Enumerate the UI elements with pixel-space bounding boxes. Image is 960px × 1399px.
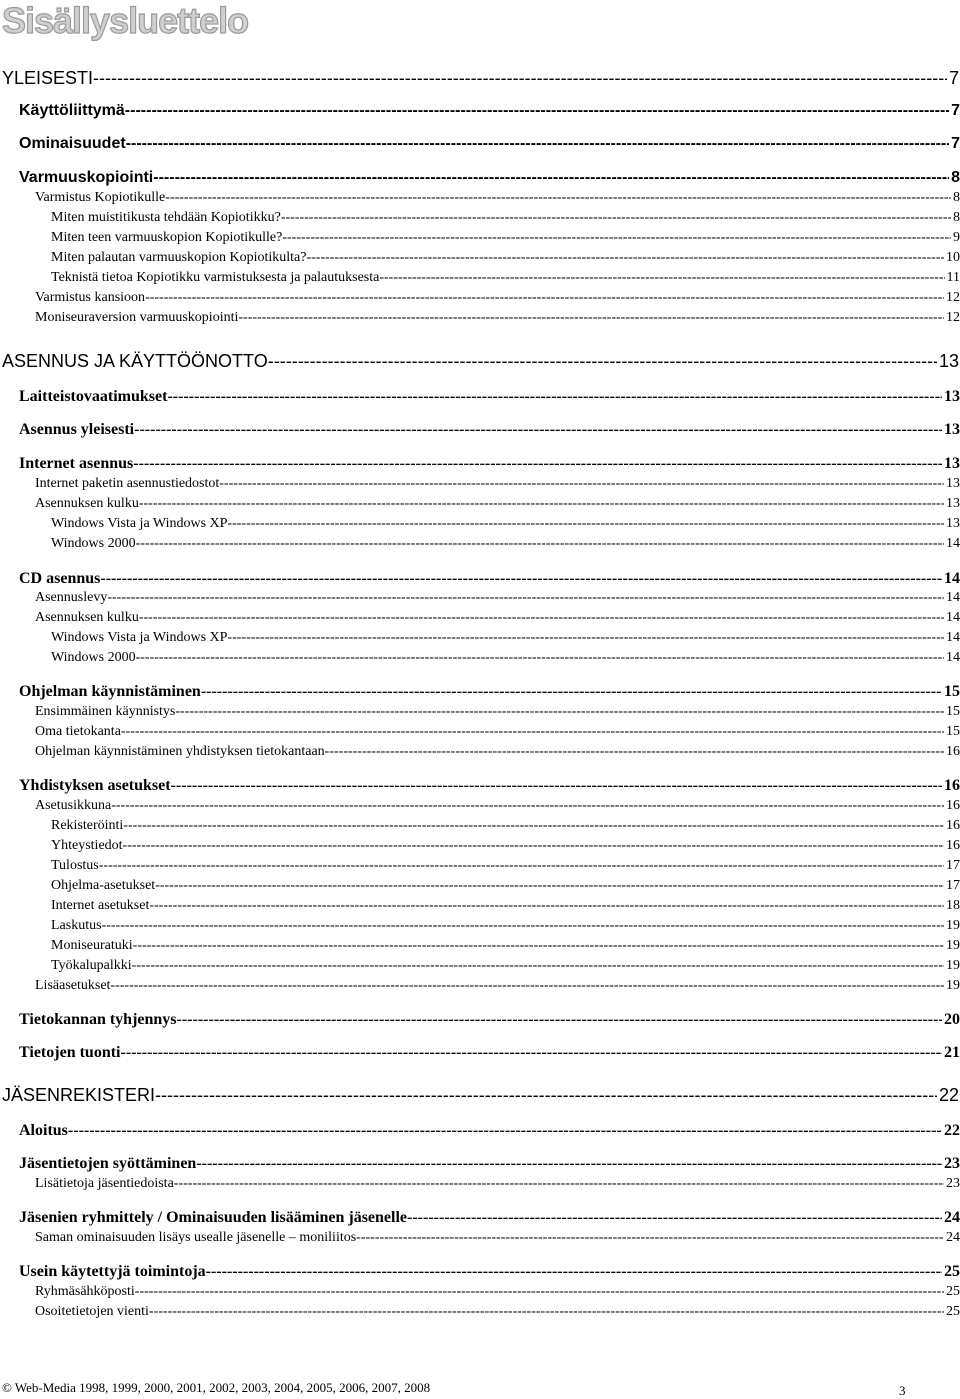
toc-entry[interactable] xyxy=(51,250,960,266)
toc-dot-leader xyxy=(99,858,944,874)
toc-dot-leader xyxy=(149,1304,944,1320)
toc-entry-page: 14 xyxy=(946,590,960,605)
toc-entry[interactable] xyxy=(19,570,960,588)
toc-dot-leader xyxy=(134,421,942,439)
toc-entry-page: 25 xyxy=(946,1304,960,1319)
toc-entry[interactable] xyxy=(51,938,960,954)
toc-dot-leader xyxy=(145,290,944,306)
toc-entry-page: 12 xyxy=(946,310,960,325)
toc-entry-label: Osoitetietojen vienti xyxy=(35,1304,149,1319)
toc-dot-leader xyxy=(139,496,944,512)
toc-entry-page: 15 xyxy=(946,704,960,719)
page-number: 3 xyxy=(899,1383,906,1398)
toc-entry-page: 7 xyxy=(951,102,960,119)
toc-entry[interactable] xyxy=(35,476,960,492)
toc-entry-page: 8 xyxy=(951,169,960,186)
toc-entry[interactable] xyxy=(51,918,960,934)
toc-dot-leader xyxy=(306,250,944,266)
toc-entry-label: Jäsentietojen syöttäminen xyxy=(19,1155,197,1172)
toc-entry-page: 13 xyxy=(946,476,960,491)
toc-dot-leader xyxy=(227,516,944,532)
toc-entry-page: 9 xyxy=(953,230,960,245)
toc-entry[interactable] xyxy=(51,818,960,834)
toc-entry[interactable] xyxy=(2,1085,960,1106)
toc-dot-leader xyxy=(175,704,944,720)
toc-dot-leader xyxy=(111,798,944,814)
toc-entry[interactable] xyxy=(51,270,960,286)
toc-entry-page: 16 xyxy=(946,798,960,813)
copyright-footer: © Web-Media 1998, 1999, 2000, 2001, 2002, 2003, 2004, 2005, 2006, 2007, 2008 xyxy=(2,1380,431,1395)
toc-entry-label: Oma tietokanta xyxy=(35,724,121,739)
toc-entry-page: 13 xyxy=(944,455,960,472)
toc-entry-label: Lisäasetukset xyxy=(35,978,111,993)
toc-entry-label: Teknistä tietoa Kopiotikku varmistuksesta ja palautuksesta xyxy=(51,270,380,285)
toc-entry-label: Asennuksen kulku xyxy=(35,496,139,511)
toc-dot-leader xyxy=(281,210,951,226)
toc-entry-label: Laitteistovaatimukset xyxy=(19,388,168,405)
toc-dot-leader xyxy=(171,777,942,795)
toc-entry-label: Ohjelma-asetukset xyxy=(51,878,156,893)
toc-entry-page: 23 xyxy=(946,1176,960,1191)
toc-entry[interactable] xyxy=(35,724,960,740)
toc-entry-label: Windows 2000 xyxy=(51,536,136,551)
toc-entry[interactable] xyxy=(35,704,960,720)
toc-dot-leader xyxy=(219,476,944,492)
toc-entry[interactable] xyxy=(35,310,960,326)
toc-entry[interactable] xyxy=(19,1011,960,1029)
toc-entry-page: 14 xyxy=(946,650,960,665)
toc-entry-label: Varmuuskopiointi xyxy=(19,169,154,186)
toc-dot-leader xyxy=(153,169,949,187)
toc-entry[interactable] xyxy=(35,1230,960,1246)
toc-dot-leader xyxy=(133,938,944,954)
toc-entry-page: 19 xyxy=(946,978,960,993)
toc-entry-label: Moniseuraversion varmuuskopiointi xyxy=(35,310,239,325)
toc-dot-leader xyxy=(68,1122,942,1140)
toc-dot-leader xyxy=(174,1176,944,1192)
toc-entry[interactable] xyxy=(19,1155,960,1173)
toc-dot-leader xyxy=(102,918,944,934)
toc-entry-page: 25 xyxy=(944,1263,960,1280)
toc-entry[interactable] xyxy=(51,516,960,532)
toc-entry-label: Tulostus xyxy=(51,858,99,873)
toc-dot-leader xyxy=(136,536,944,552)
toc-entry[interactable] xyxy=(51,878,960,894)
toc-entry[interactable] xyxy=(35,978,960,994)
toc-entry-label: Usein käytettyjä toimintoja xyxy=(19,1263,206,1280)
toc-entry[interactable] xyxy=(2,351,960,372)
toc-entry-page: 24 xyxy=(944,1209,960,1226)
toc-dot-leader xyxy=(149,898,944,914)
toc-dot-leader xyxy=(282,230,951,246)
toc-entry-label: Windows 2000 xyxy=(51,650,136,665)
toc-dot-leader xyxy=(136,650,944,666)
toc-entry-label: Jäsenien ryhmittely / Ominaisuuden lisääminen jäsenelle xyxy=(19,1209,408,1226)
toc-entry[interactable] xyxy=(51,230,960,246)
toc-entry-page: 22 xyxy=(938,1085,959,1105)
toc-dot-leader xyxy=(325,744,944,760)
toc-entry[interactable] xyxy=(35,798,960,814)
toc-entry-page: 8 xyxy=(953,190,960,205)
toc-entry-label: Ominaisuudet xyxy=(19,135,126,152)
toc-entry-page: 15 xyxy=(946,724,960,739)
toc-entry[interactable] xyxy=(51,630,960,646)
toc-dot-leader xyxy=(132,958,944,974)
toc-entry-page: 13 xyxy=(946,496,960,511)
toc-entry-label: Varmistus kansioon xyxy=(35,290,146,305)
toc-entry-page: 16 xyxy=(946,818,960,833)
toc-entry-page: 7 xyxy=(951,135,960,152)
toc-entry-page: 19 xyxy=(946,958,960,973)
toc-entry-label: Lisätietoja jäsentiedoista xyxy=(35,1176,174,1191)
toc-entry[interactable] xyxy=(51,958,960,974)
toc-entry-page: 14 xyxy=(946,536,960,551)
toc-entry-page: 14 xyxy=(944,570,960,587)
toc-entry[interactable] xyxy=(19,102,960,120)
toc-entry-label: Miten teen varmuuskopion Kopiotikulle? xyxy=(51,230,283,245)
toc-dot-leader xyxy=(133,455,942,473)
toc-entry[interactable] xyxy=(35,744,960,760)
toc-entry-page: 20 xyxy=(944,1011,960,1028)
toc-dot-leader xyxy=(125,102,949,120)
toc-dot-leader xyxy=(238,310,944,326)
toc-entry-label: Laskutus xyxy=(51,918,102,933)
toc-entry-page: 17 xyxy=(946,858,960,873)
toc-entry-page: 16 xyxy=(946,838,960,853)
toc-dot-leader xyxy=(407,1209,942,1227)
toc-entry-label: Internet asennus xyxy=(19,455,134,472)
toc-entry-label: Internet paketin asennustiedostot xyxy=(35,476,220,491)
toc-entry-page: 13 xyxy=(944,388,960,405)
toc-entry[interactable] xyxy=(19,1209,960,1227)
toc-entry-label: Asennuksen kulku xyxy=(35,610,139,625)
toc-entry-page: 21 xyxy=(944,1044,960,1061)
toc-dot-leader xyxy=(100,570,942,588)
toc-entry[interactable] xyxy=(35,1176,960,1192)
toc-entry-page: 19 xyxy=(946,938,960,953)
toc-dot-leader xyxy=(139,610,944,626)
toc-entry[interactable] xyxy=(19,135,960,153)
toc-entry[interactable] xyxy=(51,650,960,666)
toc-entry-page: 16 xyxy=(946,744,960,759)
page-title: Sisällysluettelo xyxy=(2,0,249,41)
toc-entry[interactable] xyxy=(35,1284,960,1300)
toc-dot-leader xyxy=(93,68,947,89)
toc-dot-leader xyxy=(165,190,951,206)
toc-entry-label: Miten palautan varmuuskopion Kopiotikulta? xyxy=(51,250,307,265)
toc-entry[interactable] xyxy=(19,1044,960,1062)
toc-entry-label: Tietojen tuonti xyxy=(19,1044,121,1061)
toc-entry-label: Ensimmäinen käynnistys xyxy=(35,704,176,719)
toc-entry[interactable] xyxy=(19,169,960,187)
toc-dot-leader xyxy=(135,1284,944,1300)
toc-entry-page: 19 xyxy=(946,918,960,933)
toc-entry-label: Varmistus Kopiotikulle xyxy=(35,190,166,205)
toc-entry[interactable] xyxy=(51,536,960,552)
toc-entry-label: Saman ominaisuuden lisäys usealle jäsenelle – moniliitos xyxy=(35,1230,357,1245)
toc-entry[interactable] xyxy=(2,68,960,89)
toc-entry-label: YLEISESTI xyxy=(2,68,94,88)
toc-dot-leader xyxy=(110,978,944,994)
toc-entry-label: Tietokannan tyhjennys xyxy=(19,1011,177,1028)
toc-entry-label: Moniseuratuki xyxy=(51,938,133,953)
toc-entry[interactable] xyxy=(51,858,960,874)
toc-entry[interactable] xyxy=(51,210,960,226)
toc-entry[interactable] xyxy=(51,838,960,854)
toc-dot-leader xyxy=(206,1263,942,1281)
toc-entry-label: JÄSENREKISTERI xyxy=(2,1085,156,1105)
toc-dot-leader xyxy=(268,351,937,372)
toc-entry-label: Käyttöliittymä xyxy=(19,102,125,119)
toc-entry-page: 22 xyxy=(944,1122,960,1139)
toc-dot-leader xyxy=(201,683,942,701)
toc-dot-leader xyxy=(155,1085,937,1106)
toc-entry[interactable] xyxy=(35,1304,960,1320)
toc-entry-label: ASENNUS JA KÄYTTÖÖNOTTO xyxy=(2,351,268,371)
toc-entry-page: 14 xyxy=(946,630,960,645)
toc-entry[interactable] xyxy=(35,590,960,606)
toc-dot-leader xyxy=(379,270,944,286)
toc-entry[interactable] xyxy=(35,290,960,306)
toc-entry-label: Asennuslevy xyxy=(35,590,108,605)
toc-entry-label: Aloitus xyxy=(19,1122,68,1139)
toc-entry-page: 13 xyxy=(946,516,960,531)
toc-entry[interactable] xyxy=(19,777,960,795)
toc-dot-leader xyxy=(196,1155,942,1173)
toc-entry-label: Ohjelman käynnistäminen yhdistyksen tietokantaan xyxy=(35,744,325,759)
toc-entry-label: Windows Vista ja Windows XP xyxy=(51,516,228,531)
toc-entry-label: Yhteystiedot xyxy=(51,838,123,853)
toc-entry[interactable] xyxy=(35,190,960,206)
toc-entry[interactable] xyxy=(19,455,960,473)
toc-entry-page: 8 xyxy=(953,210,960,225)
toc-entry[interactable] xyxy=(51,898,960,914)
toc-entry-page: 11 xyxy=(946,270,960,285)
toc-dot-leader xyxy=(155,878,944,894)
toc-entry-page: 24 xyxy=(946,1230,960,1245)
toc-dot-leader xyxy=(177,1011,942,1029)
toc-entry[interactable] xyxy=(19,388,960,406)
toc-entry-page: 12 xyxy=(946,290,960,305)
toc-entry-page: 7 xyxy=(948,68,959,88)
toc-entry-label: Asetusikkuna xyxy=(35,798,112,813)
toc-entry-page: 16 xyxy=(944,777,960,794)
toc-entry-label: CD asennus xyxy=(19,570,101,587)
toc-entry-label: Yhdistyksen asetukset xyxy=(19,777,171,794)
toc-entry[interactable] xyxy=(19,1122,960,1140)
toc-entry-label: Miten muistitikusta tehdään Kopiotikku? xyxy=(51,210,281,225)
toc-entry-label: Rekisteröinti xyxy=(51,818,124,833)
toc-entry-label: Ohjelman käynnistäminen xyxy=(19,683,201,700)
toc-entry-page: 17 xyxy=(946,878,960,893)
toc-dot-leader xyxy=(120,1044,942,1062)
toc-dot-leader xyxy=(123,818,944,834)
toc-entry-label: Ryhmäsähköposti xyxy=(35,1284,135,1299)
toc-entry-label: Internet asetukset xyxy=(51,898,150,913)
toc-dot-leader xyxy=(167,388,942,406)
toc-dot-leader xyxy=(121,724,944,740)
toc-dot-leader xyxy=(126,135,949,153)
toc-entry-page: 18 xyxy=(946,898,960,913)
toc-entry-page: 13 xyxy=(938,351,959,371)
toc-entry-page: 25 xyxy=(946,1284,960,1299)
toc-entry-label: Asennus yleisesti xyxy=(19,421,135,438)
toc-entry[interactable] xyxy=(19,1263,960,1281)
toc-dot-leader xyxy=(356,1230,944,1246)
toc-entry[interactable] xyxy=(35,496,960,512)
toc-entry[interactable] xyxy=(19,683,960,701)
toc-entry-page: 10 xyxy=(946,250,960,265)
toc-dot-leader xyxy=(107,590,944,606)
toc-dot-leader xyxy=(123,838,944,854)
toc-entry[interactable] xyxy=(35,610,960,626)
toc-entry[interactable] xyxy=(19,421,960,439)
toc-entry-page: 15 xyxy=(944,683,960,700)
toc-entry-page: 13 xyxy=(944,421,960,438)
toc-entry-label: Työkalupalkki xyxy=(51,958,132,973)
toc-entry-label: Windows Vista ja Windows XP xyxy=(51,630,228,645)
toc-dot-leader xyxy=(227,630,944,646)
toc-entry-page: 14 xyxy=(946,610,960,625)
toc-entry-page: 23 xyxy=(944,1155,960,1172)
